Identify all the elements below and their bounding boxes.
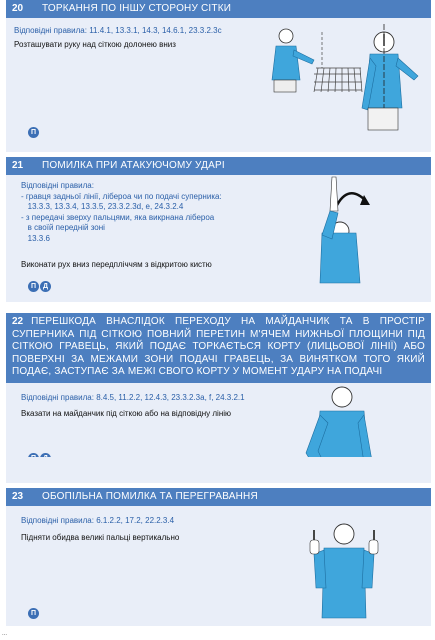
- rule-line: Відповідні правила: 6.1.2.2, 17.2, 22.2.3.4: [21, 516, 175, 525]
- rule-line: Відповідні правила: 11.4.1, 13.3.1, 14.3, 14.6.1, 23.3.2.3c: [14, 26, 222, 35]
- instruction-text: Виконати рух вниз передпліччям з відкритою кистю: [21, 260, 212, 269]
- section-23: [6, 488, 431, 626]
- referee-badge: П: [28, 608, 39, 619]
- badge-group: [28, 608, 39, 619]
- section-header: [6, 313, 431, 383]
- rules-text: [21, 181, 222, 244]
- instruction-text: Вказати на майданчик під сіткою або на відповідну лінію: [21, 409, 232, 418]
- section-22-panel-ext: [6, 457, 431, 483]
- gesture-figure-illustration: [304, 518, 384, 623]
- rule-line: Відповідні правила:: [21, 181, 94, 190]
- section-21: [6, 157, 431, 302]
- section-header: [6, 157, 431, 175]
- rule-line: 13.3.6: [21, 233, 50, 243]
- instruction-text: Розташувати руку над сіткою долонею вниз: [14, 40, 176, 49]
- badge-group: [28, 127, 39, 138]
- rule-line: Відповідні правила: 8.4.5, 11.2.2, 12.4.3, 23.3.2.3a, f, 24.3.2.1: [21, 393, 245, 402]
- referee-badge: П: [28, 281, 39, 292]
- page-mark: ...: [2, 631, 8, 637]
- badge-group: [28, 281, 51, 292]
- gesture-figure-illustration: [266, 20, 426, 135]
- rule-line: - з передачі зверху пальцями, яка викрнана лібероа: [21, 212, 215, 222]
- referee-badge: П: [28, 127, 39, 138]
- section-number: 21: [12, 160, 24, 171]
- section-header: [6, 488, 431, 506]
- section-20: [6, 0, 431, 152]
- section-title: ОБОПІЛЬНА ПОМИЛКА ТА ПЕРЕГРАВАННЯ: [42, 491, 258, 502]
- rule-line: 13.3.3, 13.3.4, 13.3.5, 23.3.2.3d, e, 24.3.2.4: [21, 202, 184, 211]
- rule-line: - гравця задньої лінії, лібероа чи по подачі суперника:: [21, 191, 222, 201]
- section-title: ПОМИЛКА ПРИ АТАКУЮЧОМУ УДАРІ: [42, 160, 225, 171]
- section-header: [6, 0, 431, 18]
- rules-text: [14, 26, 222, 37]
- section-number: 20: [12, 3, 24, 14]
- instruction-text: Підняти обидва великі пальці вертикально: [21, 533, 180, 542]
- section-number: 22: [12, 316, 24, 327]
- rules-text: [21, 516, 174, 527]
- referee-badge: Д: [40, 281, 51, 292]
- section-number: 23: [12, 491, 24, 502]
- section-title: ТОРКАННЯ ПО ІНШУ СТОРОНУ СІТКИ: [42, 3, 232, 14]
- gesture-figure-illustration: [306, 175, 376, 295]
- rules-text: [21, 393, 245, 404]
- rule-line: в своїй передній зоні: [21, 223, 105, 232]
- section-title: ПЕРЕШКОДА ВНАСЛІДОК ПЕРЕХОДУ НА МАЙДАНЧИК ТА В ПРОСТІР СУПЕРНИКА ПІД СІТКОЮ ПОВНИЙ ПЕРЕТИН М'ЯЧЕМ НИЖНЬОЇ ПЛОЩИНИ ПІД СІТКОЮ ГРАВЕЦЬ, ЯКИЙ ПОДАЄ ТОРКАЄТЬСЯ КОРТУ (ЛИЦЬОВОЇ ЛІНІЇ) АБО ПОВЕРХНІ ЗА МЕЖАМИ ЗОНИ ПОДАЧІ ГРАВЕЦЬ, ЗА ВИНЯТКОМ ТОГО ЯКИЙ ПОДАЄ, ЗАСТУПАЄ ЗА МЕЖІ СВОГО КОРТУ У МОМЕНТ УДАРУ НА ПОДАЧІ: [12, 316, 425, 377]
